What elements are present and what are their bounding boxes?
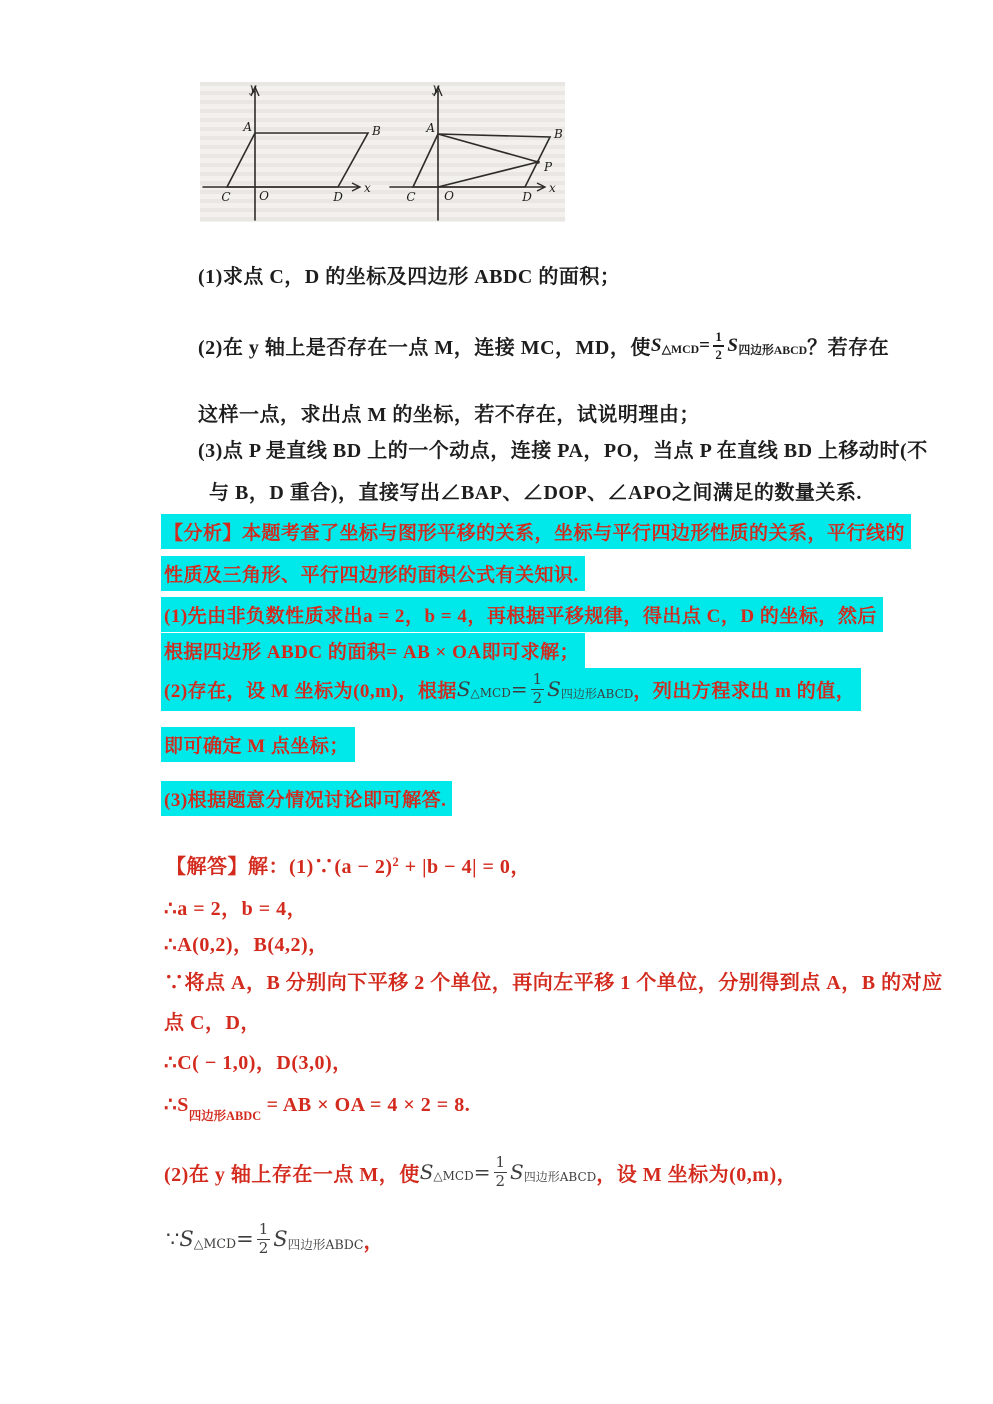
highlight <box>161 668 861 711</box>
right-point-D-label: D <box>522 190 532 204</box>
solution-line8-post: ，设 M 坐标为(0,m)， <box>596 1163 798 1186</box>
math-sub-abcd: 四边形ABCD <box>738 344 808 358</box>
analysis-line4-text: 根据四边形 ABDC 的面积= AB × OA即可求解； <box>164 642 580 663</box>
analysis-line2 <box>161 556 585 591</box>
segment-OP <box>438 162 538 187</box>
solution-line9 <box>166 1222 384 1257</box>
right-origin-O-label: O <box>444 189 454 203</box>
math-sub-mcd: △MCD <box>433 1169 474 1184</box>
problem-q2-post: ？若存在 <box>807 337 890 360</box>
solution-line5-text: 点 C，D， <box>164 1012 261 1034</box>
left-y-label: y <box>249 82 257 95</box>
left-point-C-label: C <box>221 190 231 204</box>
point-P-dot <box>536 160 540 164</box>
highlight <box>161 514 911 549</box>
left-point-A-label: A <box>243 120 252 134</box>
math-because: ∵ <box>166 1227 180 1252</box>
math-S: S <box>727 334 739 356</box>
geometry-figure-image <box>200 82 565 222</box>
problem-q2-line2-text: 这样一点，求出点 M 的坐标，若不存在，试说明理由； <box>198 404 700 426</box>
math-equals: = <box>473 1160 491 1185</box>
formula-s-mcd-half-s-abcd-gray <box>420 1155 597 1190</box>
math-equals: = <box>236 1227 254 1252</box>
left-point-B-label: B <box>372 124 381 138</box>
right-point-A-label: A <box>426 121 435 135</box>
fraction-denominator: 2 <box>715 346 723 362</box>
problem-q3-line1-text: (3)点 P 是直线 BD 上的一个动点，连接 PA，PO，当点 P 在直线 BD 上移动时(不 <box>198 440 928 462</box>
fraction-denominator: 2 <box>532 688 543 707</box>
right-x-label: x <box>549 181 556 195</box>
solution-line6 <box>164 1046 353 1075</box>
analysis-line2-text: 性质及三角形、平行四边形的面积公式有关知识. <box>164 565 579 586</box>
solution-line1-post: + |b − 4| = 0， <box>399 856 531 878</box>
math-sub-abdc: 四边形ABDC <box>287 1237 364 1253</box>
problem-q3-line1 <box>198 434 928 463</box>
analysis-line6-text: 即可确定 M 点坐标； <box>164 736 349 757</box>
solution-line3 <box>164 928 329 957</box>
highlight <box>161 727 355 762</box>
analysis-line5 <box>161 668 861 711</box>
right-parallelogram-ABDC <box>413 134 550 187</box>
left-x-label: x <box>364 181 371 195</box>
formula-s-mcd-half-s-abcd-gray <box>457 672 634 707</box>
solution-line8-pre: (2)在 y 轴上存在一点 M，使 <box>164 1163 420 1186</box>
formula-s-mcd-half-s-abdc-gray <box>166 1222 364 1257</box>
math-equals: = <box>510 677 528 702</box>
right-point-C-label: C <box>406 190 416 204</box>
problem-q2-pre: (2)在 y 轴上是否存在一点 M，连接 MC，MD，使 <box>198 337 651 360</box>
right-point-B-label: B <box>554 127 563 141</box>
problem-q1 <box>198 260 620 289</box>
math-S: S <box>456 677 471 702</box>
solution-line5 <box>164 1006 261 1035</box>
analysis-line4 <box>161 633 585 668</box>
fraction-denominator: 2 <box>258 1238 269 1257</box>
highlight <box>161 597 883 632</box>
problem-q2-line1 <box>198 330 889 361</box>
fraction-one-half <box>257 1222 271 1257</box>
figure-right-parallelogram-with-P <box>390 82 563 220</box>
problem-q1-text: (1)求点 C，D 的坐标及四边形 ABDC 的面积； <box>198 266 621 288</box>
math-S: S <box>547 677 561 702</box>
math-sub-abcd: 四边形ABCD <box>523 1169 597 1184</box>
math-S: S <box>273 1227 288 1252</box>
math-sub-abdc: 四边形ABDC <box>188 1108 262 1123</box>
highlight <box>161 556 585 591</box>
solution-line1-pre: 【解答】解：(1)∵(a − 2) <box>166 856 393 878</box>
analysis-line7 <box>161 781 452 816</box>
solution-line9-comma: ， <box>363 1230 384 1253</box>
fraction-numerator: 1 <box>258 1220 269 1238</box>
right-point-P-label: P <box>544 160 553 174</box>
fraction-one-half <box>713 330 724 361</box>
solution-line4-text: ∵将点 A，B 分别向下平移 2 个单位，再向左平移 1 个单位，分别得到点 A，B 的对应 <box>164 972 943 994</box>
fraction-denominator: 2 <box>495 1171 506 1190</box>
right-y-label: y <box>432 82 440 95</box>
solution-line1 <box>166 850 531 879</box>
solution-line7-post: = AB × OA = 4 × 2 = 8. <box>261 1094 471 1116</box>
analysis-line1-text: 【分析】本题考查了坐标与图形平移的关系，坐标与平行四边形性质的关系，平行线的 <box>164 523 906 544</box>
segment-AP <box>438 134 538 162</box>
exponent-2: 2 <box>392 855 400 870</box>
fraction-numerator: 1 <box>532 670 543 688</box>
highlight <box>161 781 452 816</box>
problem-q3-line2-text: 与 B，D 重合)，直接写出∠BAP、∠DOP、∠APO之间满足的数量关系. <box>209 482 862 504</box>
math-S: S <box>419 1160 434 1185</box>
figure-left-parallelogram <box>203 82 381 220</box>
left-parallelogram-ABDC <box>227 133 368 187</box>
analysis-line3 <box>161 597 883 632</box>
math-sub-mcd: △MCD <box>661 343 700 357</box>
solution-line2 <box>164 892 307 921</box>
analysis-line7-text: (3)根据题意分情况讨论即可解答. <box>164 790 447 811</box>
problem-q3-line2 <box>209 476 862 505</box>
math-S: S <box>510 1160 524 1185</box>
solution-line6-text: ∴C( − 1,0)，D(3,0)， <box>164 1052 353 1074</box>
solution-line2-text: ∴a = 2，b = 4， <box>164 898 308 920</box>
solution-line7-pre: ∴S <box>164 1094 189 1116</box>
fraction-numerator: 1 <box>713 330 724 347</box>
analysis-line6 <box>161 727 355 762</box>
fraction-one-half <box>531 672 545 707</box>
left-origin-O-label: O <box>259 189 269 203</box>
problem-q2-line2 <box>198 398 700 427</box>
formula-s-mcd-half-s-abcd-black <box>651 330 807 361</box>
solution-line4 <box>164 966 943 995</box>
solution-line8 <box>164 1155 797 1190</box>
math-S: S <box>179 1227 194 1252</box>
figure-svg <box>200 82 565 222</box>
solution-line3-text: ∴A(0,2)，B(4,2)， <box>164 934 329 956</box>
solution-line7 <box>164 1092 471 1123</box>
math-sub-mcd: △MCD <box>193 1236 237 1252</box>
highlight <box>161 633 585 668</box>
left-point-D-label: D <box>333 190 343 204</box>
fraction-numerator: 1 <box>495 1153 506 1171</box>
math-sub-abcd: 四边形ABCD <box>560 686 634 701</box>
analysis-line3-text: (1)先由非负数性质求出a = 2，b = 4，再根据平移规律，得出点 C，D 的坐标，然后 <box>164 606 877 627</box>
analysis-line1 <box>161 514 911 549</box>
analysis-line5-post: ，列出方程求出 m 的值， <box>633 680 856 702</box>
analysis-line5-pre: (2)存在，设 M 坐标为(0,m)，根据 <box>164 680 457 702</box>
math-sub-mcd: △MCD <box>470 686 511 701</box>
fraction-one-half <box>494 1155 508 1190</box>
math-S: S <box>650 334 662 356</box>
math-equals: = <box>699 334 711 356</box>
